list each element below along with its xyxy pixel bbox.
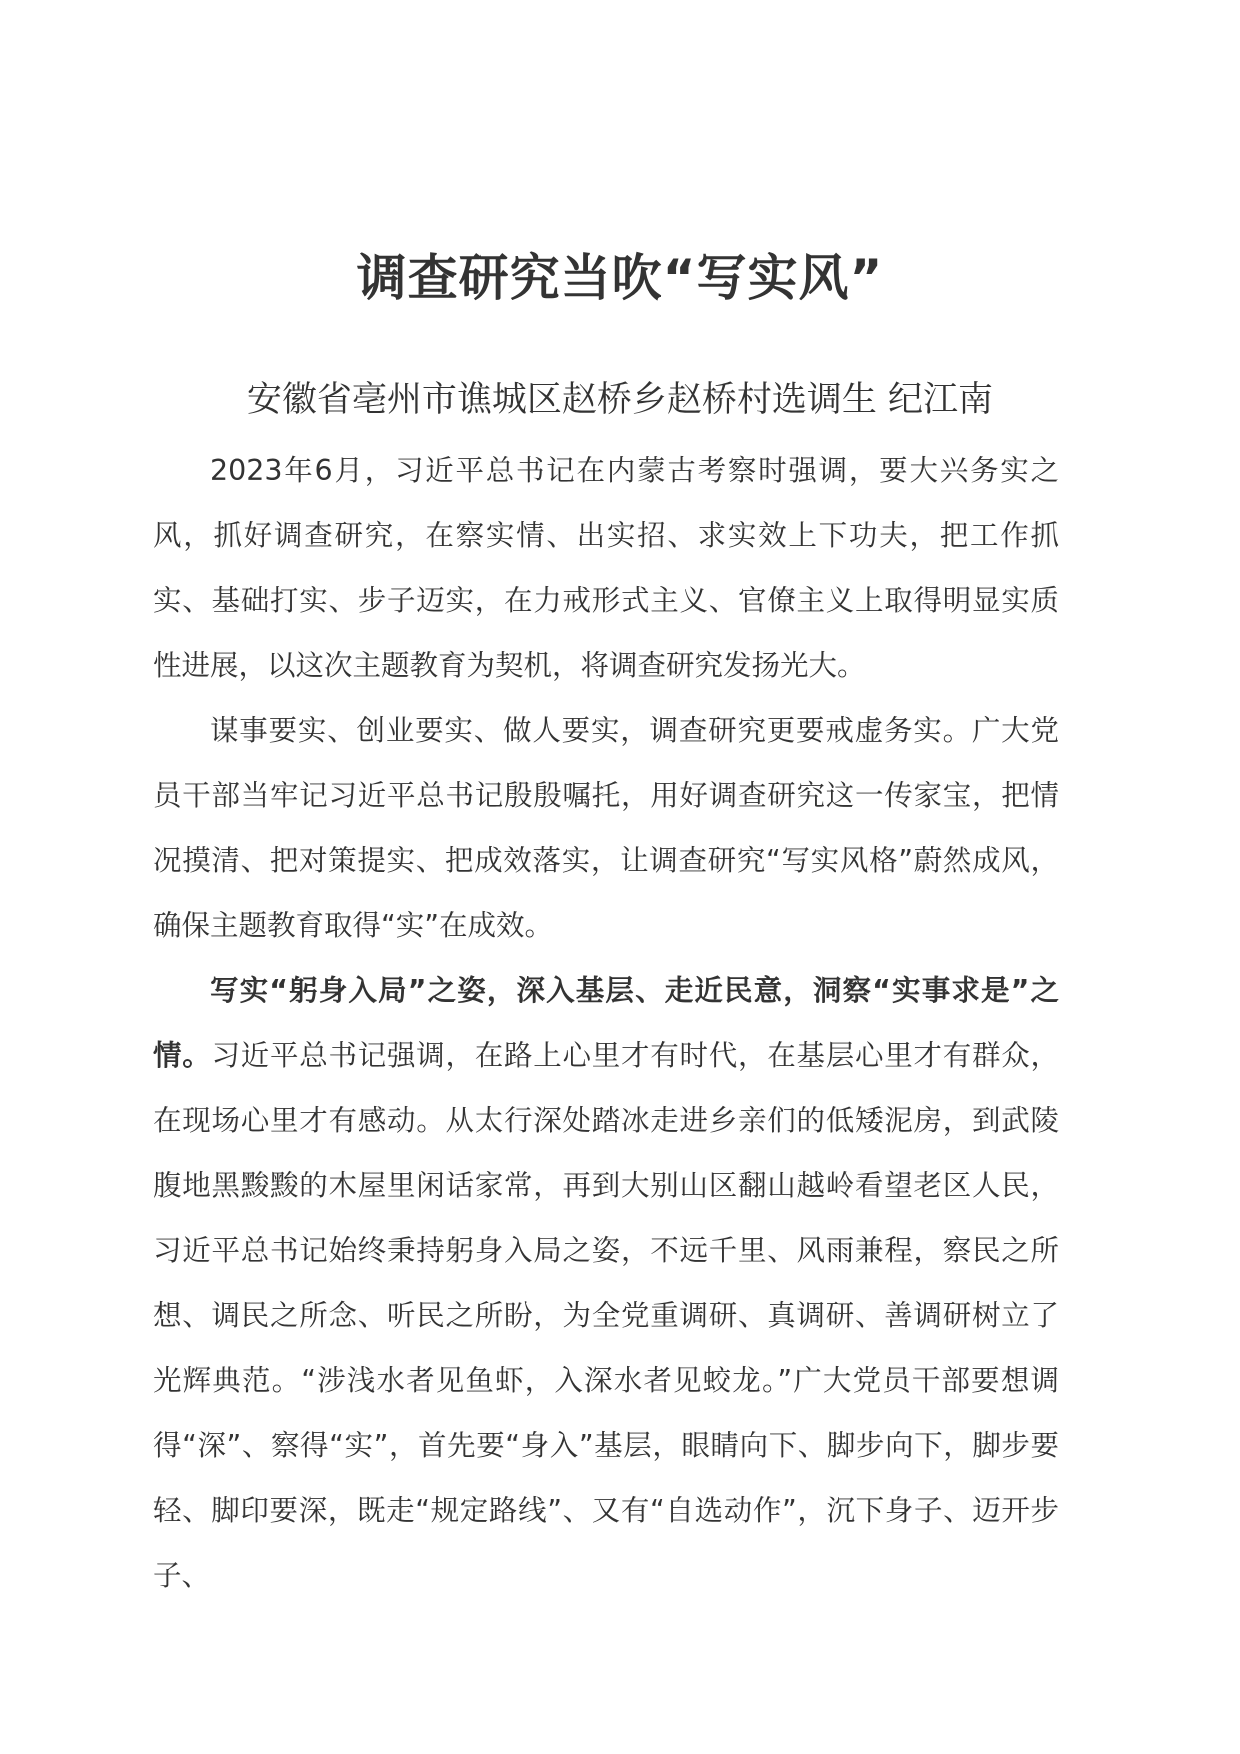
article-title: 调查研究当吹“写实风” [356,249,884,307]
paragraph-2 [153,698,1059,958]
paragraph-1 [153,438,1059,698]
paragraph-3 [153,958,1059,1608]
paragraph-lead: 写实“躬身入局”之姿，深入基层、走近民意，洞察“实事求是”之情。 [153,974,1059,1072]
paragraph-text: 谋事要实、创业要实、做人要实，调查研究更要戒虚务实。广大党员干部当牢记习近平总书记殷殷嘱托，用好调查研究这一传家宝，把情况摸清、把对策提实、把成效落实，让调查研究“写实风格”蔚然成风，确保主题教育取得“实”在成效。 [153,714,1059,942]
article-byline: 安徽省亳州市谯城区赵桥乡赵桥村选调生 纪江南 [246,380,994,420]
paragraph-text: 2023年6月，习近平总书记在内蒙古考察时强调，要大兴务实之风，抓好调查研究，在察实情、出实招、求实效上下功夫，把工作抓实、基础打实、步子迈实，在力戒形式主义、官僚主义上取得明显实质性进展，以这次主题教育为契机，将调查研究发扬光大。 [153,454,1059,682]
paragraph-text: 习近平总书记强调，在路上心里才有时代，在基层心里才有群众，在现场心里才有感动。从太行深处踏冰走进乡亲们的低矮泥房，到武陵腹地黑黢黢的木屋里闲话家常，再到大别山区翻山越岭看望老区人民，习近平总书记始终秉持躬身入局之姿，不远千里、风雨兼程，察民之所想、调民之所念、听民之所盼，为全党重调研、真调研、善调研树立了光辉典范。“涉浅水者见鱼虾，入深水者见蛟龙。”广大党员干部要想调得“深”、察得“实”，首先要“身入”基层，眼睛向下、脚步向下，脚步要轻、脚印要深，既走“规定路线”、又有“自选动作”，沉下身子、迈开步子、 [153,1039,1059,1592]
article-body [153,438,1059,1608]
